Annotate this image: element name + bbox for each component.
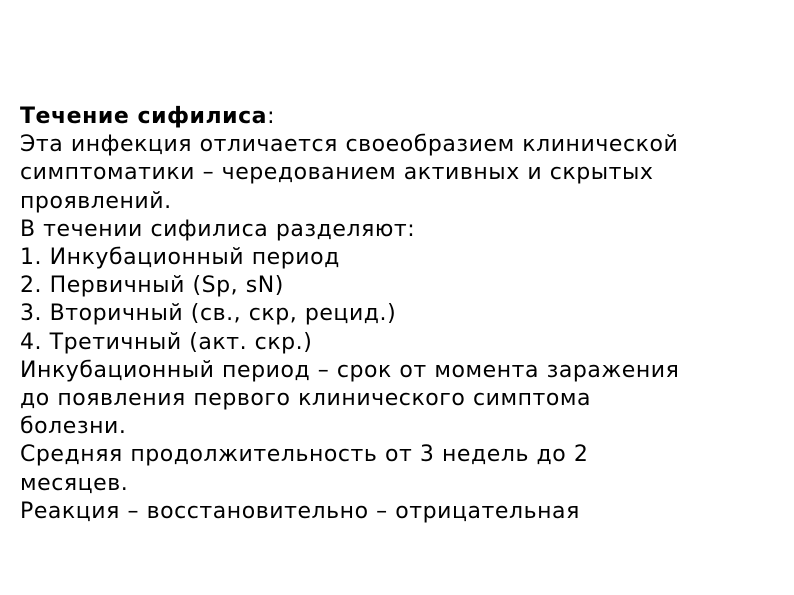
list-item: 1. Инкубационный период — [20, 245, 340, 271]
text-line: до появления первого клинического симптома — [20, 386, 592, 412]
text-line: проявлений. — [20, 188, 172, 214]
text-line: месяцев. — [20, 470, 129, 496]
list-item: 2. Первичный (Sp, sN) — [20, 273, 284, 299]
list-item: 4. Третичный (акт. скр.) — [20, 329, 313, 355]
text-line: Реакция – восстановительно – отрицательная — [20, 498, 580, 524]
text-line: Инкубационный период – срок от момента заражения — [20, 357, 680, 383]
text-line: симптоматики – чередованием активных и скрытых — [20, 160, 654, 186]
title-colon: : — [267, 104, 276, 129]
text-line: Эта инфекция отличается своеобразием клинической — [20, 132, 679, 158]
text-line: болезни. — [20, 414, 127, 440]
title-bold-text: Течение сифилиса — [20, 104, 268, 129]
text-line: Средняя продолжительность от 3 недель до 2 — [20, 442, 589, 468]
list-item: 3. Вторичный (св., скр, рецид.) — [20, 301, 397, 327]
text-block — [20, 103, 788, 526]
text-line: В течении сифилиса разделяют: — [20, 216, 416, 242]
slide-title — [20, 103, 788, 131]
